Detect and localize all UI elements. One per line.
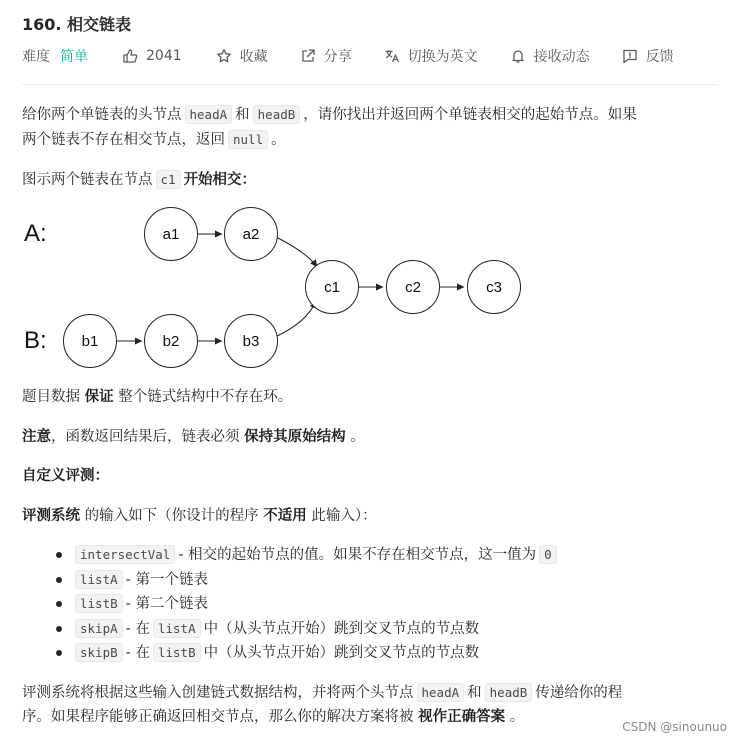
share-label: 分享 bbox=[323, 49, 352, 65]
share-button[interactable] bbox=[300, 46, 352, 66]
custom-judge-heading: 自定义评测： bbox=[22, 468, 109, 484]
judge-input-intro: 评测系统 的输入如下（你设计的程序 不适用 此输入）： bbox=[22, 508, 377, 524]
no-cycle-note: 题目数据 保证 整个链式结构中不存在环。 bbox=[22, 389, 293, 405]
like-count: 2041 bbox=[146, 48, 182, 64]
list-item: skipA - 在 listA 中（从头节点开始）跳到交叉节点的节点数 bbox=[22, 617, 560, 642]
judge-input-list bbox=[22, 543, 560, 666]
feedback-icon bbox=[622, 48, 638, 64]
difficulty-label: 难度 bbox=[22, 49, 50, 65]
feedback-label: 反馈 bbox=[645, 49, 674, 65]
notify-button[interactable] bbox=[510, 46, 590, 66]
code-headA: headA bbox=[185, 105, 233, 124]
like-button[interactable] bbox=[122, 48, 182, 64]
bell-icon bbox=[510, 48, 526, 64]
list-item: listB - 第二个链表 bbox=[22, 592, 560, 617]
problem-meta-bar bbox=[22, 44, 674, 68]
code-c1: c1 bbox=[156, 170, 181, 189]
description-line-1: 给你两个单链表的头节点 headA 和 headB ，请你找出并返回两个单链表相交的起始节点。如果 bbox=[22, 107, 637, 123]
switch-language-button[interactable] bbox=[384, 46, 478, 66]
node-b2: b2 bbox=[162, 333, 180, 350]
code-headB: headB bbox=[253, 105, 301, 124]
code-null: null bbox=[228, 130, 268, 149]
feedback-button[interactable] bbox=[622, 46, 674, 66]
star-icon bbox=[216, 48, 232, 64]
switch-language-label: 切换为英文 bbox=[407, 49, 478, 65]
node-b1: b1 bbox=[81, 333, 99, 350]
list-item: skipB - 在 listB 中（从头节点开始）跳到交叉节点的节点数 bbox=[22, 641, 560, 666]
difficulty bbox=[22, 46, 88, 66]
list-b-label: B: bbox=[24, 327, 47, 354]
thumbs-up-icon bbox=[122, 48, 138, 64]
node-c1: c1 bbox=[324, 279, 340, 296]
node-a1: a1 bbox=[162, 226, 180, 243]
node-c3: c3 bbox=[486, 279, 502, 296]
list-item: intersectVal - 相交的起始节点的值。如果不存在相交节点，这一值为 0 bbox=[22, 543, 560, 568]
list-a-label: A: bbox=[24, 220, 47, 247]
favorite-label: 收藏 bbox=[239, 49, 268, 65]
notify-label: 接收动态 bbox=[533, 49, 590, 65]
node-b3: b3 bbox=[242, 333, 260, 350]
description-line-2: 两个链表不存在相交节点，返回 null 。 bbox=[22, 132, 286, 148]
divider bbox=[22, 84, 718, 85]
linked-list-diagram bbox=[0, 195, 560, 375]
watermark: CSDN @sinounuo bbox=[622, 720, 727, 734]
favorite-button[interactable] bbox=[216, 46, 268, 66]
attention-note: 注意，函数返回结果后，链表必须 保持其原始结构 。 bbox=[22, 429, 365, 445]
translate-icon bbox=[384, 48, 400, 64]
node-a2: a2 bbox=[242, 226, 260, 243]
figure-caption: 图示两个链表在节点 c1 开始相交： bbox=[22, 172, 257, 188]
problem-title: 160. 相交链表 bbox=[22, 15, 132, 34]
judge-output-line-1: 评测系统将根据这些输入创建链式数据结构，并将两个头节点 headA 和 headB 传递给你的程 bbox=[22, 685, 623, 701]
difficulty-badge: 简单 bbox=[60, 49, 88, 65]
judge-output-line-2: 序。如果程序能够正确返回相交节点，那么你的解决方案将被 视作正确答案 。 bbox=[22, 709, 525, 725]
node-c2: c2 bbox=[405, 279, 421, 296]
share-icon bbox=[300, 48, 316, 64]
list-item: listA - 第一个链表 bbox=[22, 568, 560, 593]
